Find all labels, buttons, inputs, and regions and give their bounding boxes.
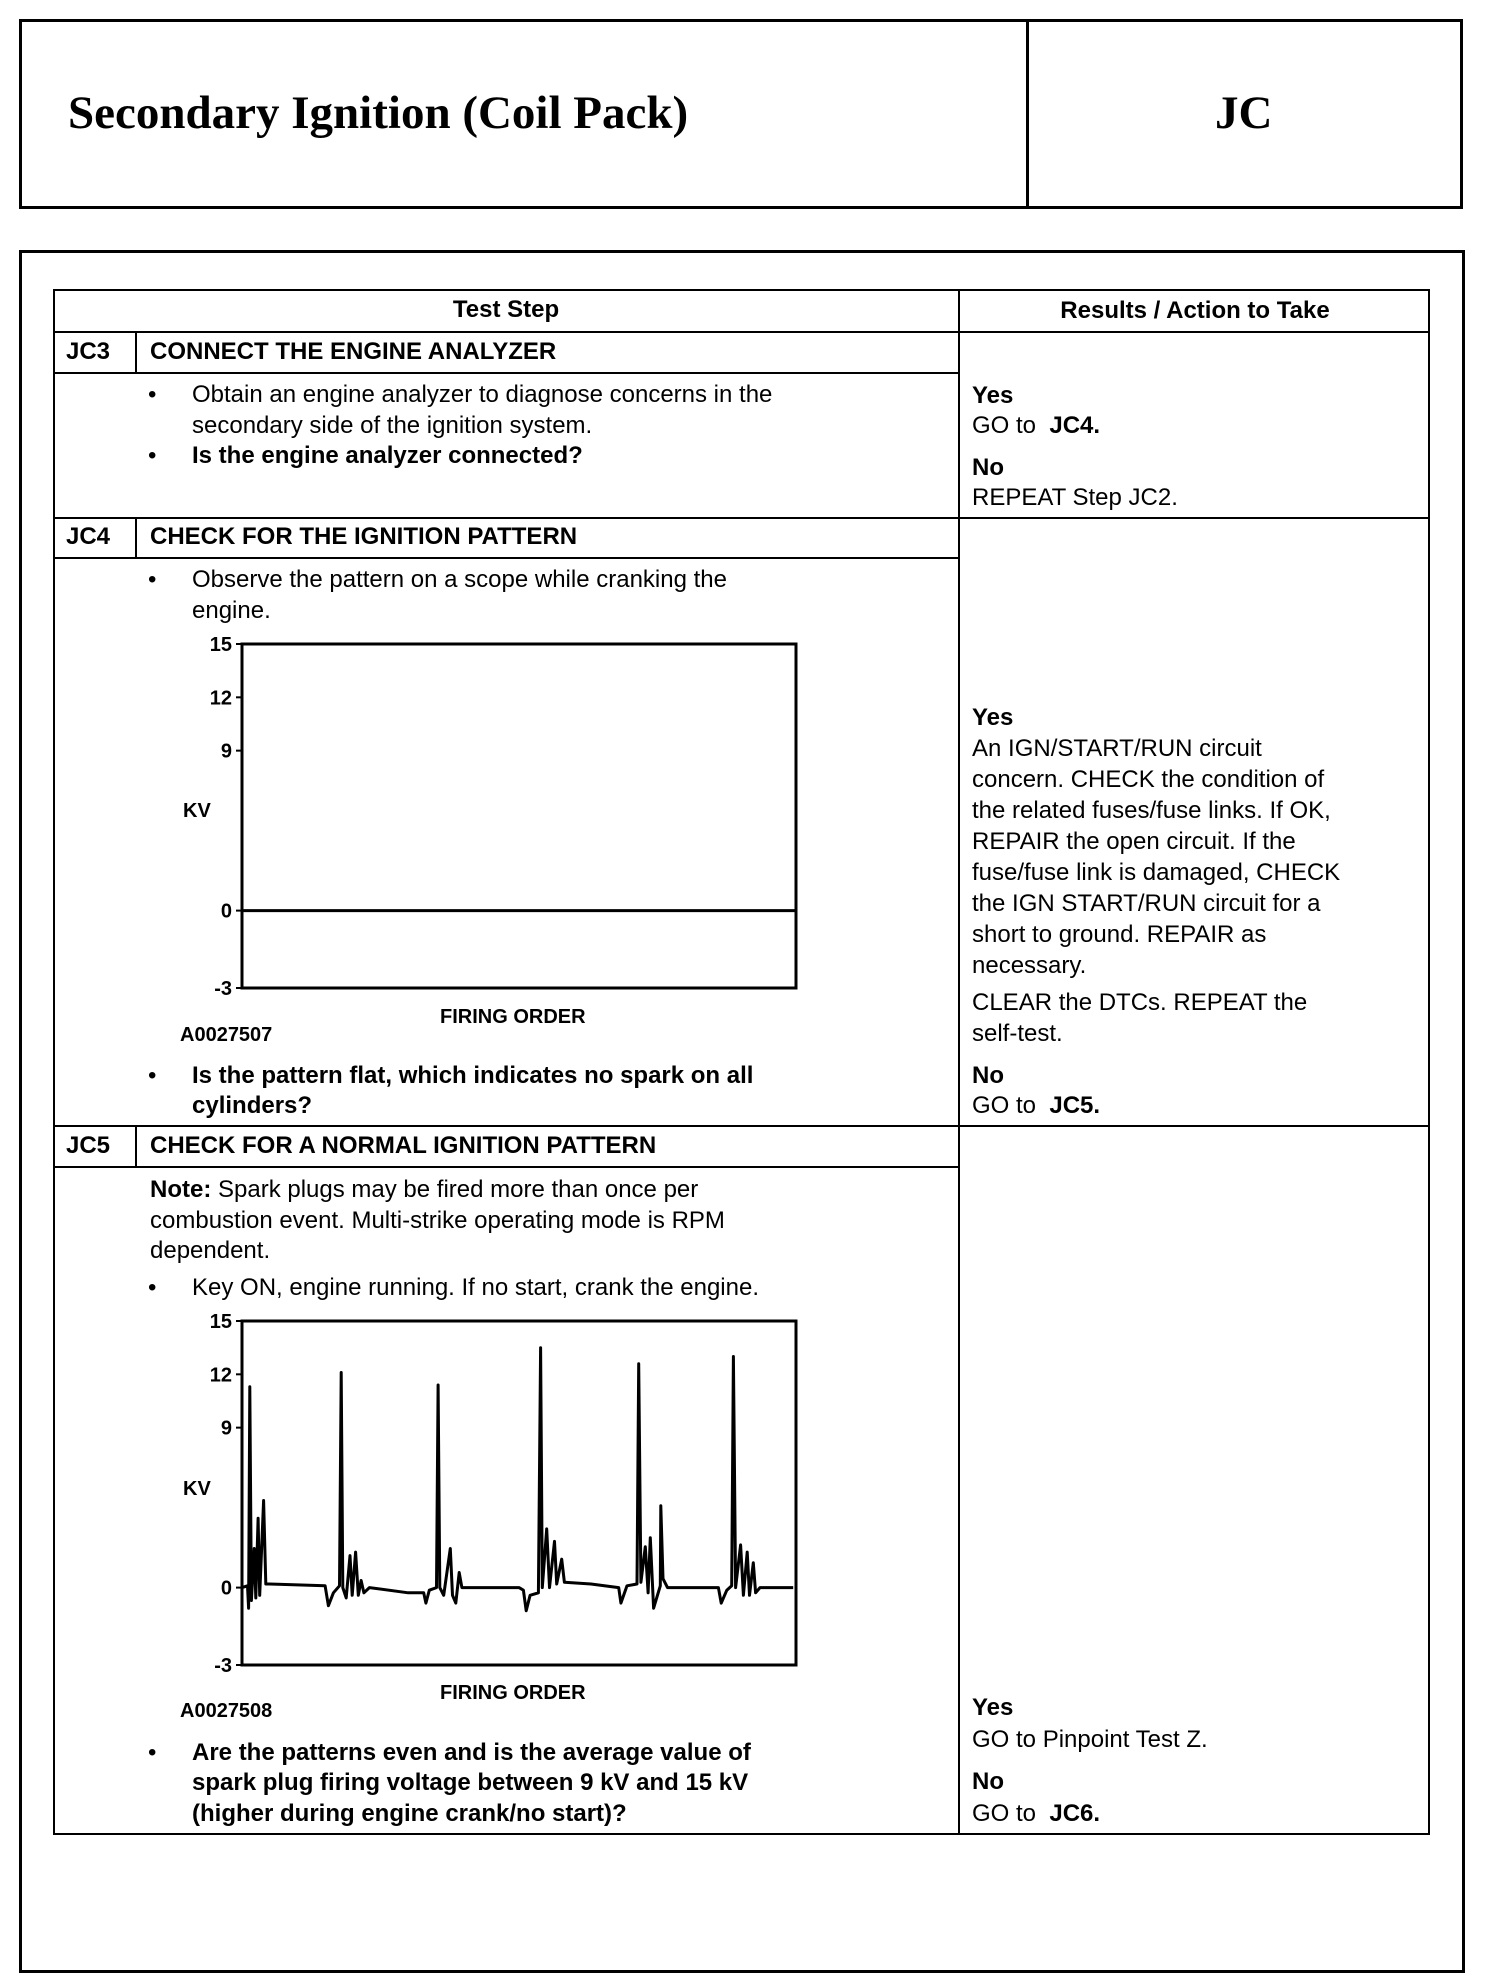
ignition-pattern-chart-flat bbox=[150, 630, 810, 1000]
result-line: the IGN START/RUN circuit for a bbox=[972, 890, 1321, 917]
result-line: An IGN/START/RUN circuit bbox=[972, 735, 1262, 762]
row-divider bbox=[53, 1166, 959, 1168]
result-yes-label: Yes bbox=[972, 1694, 1014, 1721]
y-tick-label: 0 bbox=[220, 900, 232, 923]
ignition-pattern-chart-normal bbox=[150, 1307, 810, 1677]
step-id: JC3 bbox=[66, 338, 111, 365]
y-tick-label: 12 bbox=[209, 1364, 232, 1387]
step-question: Are the patterns even and is the average value of bbox=[192, 1739, 751, 1766]
result-yes-action bbox=[972, 410, 1100, 441]
action-text: GO to bbox=[972, 1092, 1037, 1119]
step-instruction: secondary side of the ignition system. bbox=[192, 412, 593, 439]
step-id: JC5 bbox=[66, 1132, 111, 1159]
y-tick-label: 9 bbox=[220, 740, 232, 763]
step-link[interactable]: JC4. bbox=[1049, 412, 1101, 439]
result-yes-text bbox=[972, 733, 1340, 1049]
step-link[interactable]: JC6. bbox=[1049, 1800, 1101, 1827]
column-divider bbox=[958, 289, 960, 1835]
result-line: short to ground. REPAIR as bbox=[972, 921, 1267, 948]
result-line: the related fuses/fuse links. If OK, bbox=[972, 797, 1331, 824]
result-line: necessary. bbox=[972, 952, 1087, 979]
step-instruction: engine. bbox=[192, 597, 271, 624]
result-yes-label: Yes bbox=[972, 382, 1014, 409]
step-id-divider bbox=[135, 1125, 137, 1166]
note-text: Spark plugs may be fired more than once per bbox=[211, 1176, 699, 1203]
row-divider bbox=[53, 331, 1430, 333]
row-divider bbox=[53, 557, 959, 559]
step-title: CONNECT THE ENGINE ANALYZER bbox=[150, 338, 557, 365]
y-tick-label: 15 bbox=[209, 634, 232, 656]
column-header-results: Results / Action to Take bbox=[1060, 297, 1330, 324]
step-note bbox=[150, 1174, 698, 1205]
bullet-icon: • bbox=[148, 442, 157, 469]
page-title: Secondary Ignition (Coil Pack) bbox=[68, 87, 689, 139]
step-instruction: Observe the pattern on a scope while cranking the bbox=[192, 566, 727, 593]
action-text: GO to bbox=[972, 1800, 1037, 1827]
bullet-icon: • bbox=[148, 1062, 157, 1089]
y-tick-label: 0 bbox=[220, 1577, 232, 1600]
y-tick-label: -3 bbox=[214, 1655, 232, 1677]
bullet-icon: • bbox=[148, 566, 157, 593]
result-no-label: No bbox=[972, 1768, 1004, 1795]
step-question: Is the engine analyzer connected? bbox=[192, 442, 583, 469]
note-label: Note: bbox=[150, 1176, 212, 1203]
y-tick-label: -3 bbox=[214, 978, 232, 1000]
y-tick-label: 15 bbox=[209, 1311, 232, 1333]
section-code: JC bbox=[1215, 87, 1273, 139]
result-no-label: No bbox=[972, 1062, 1004, 1089]
figure-id: A0027507 bbox=[180, 1024, 273, 1046]
row-divider bbox=[53, 517, 1430, 519]
result-line: self-test. bbox=[972, 1020, 1063, 1047]
step-question: spark plug firing voltage between 9 kV and 15 kV bbox=[192, 1769, 749, 1796]
bullet-icon: • bbox=[148, 381, 157, 408]
result-no-action: REPEAT Step JC2. bbox=[972, 484, 1178, 511]
step-question: Is the pattern flat, which indicates no spark on all bbox=[192, 1062, 754, 1089]
result-no-action bbox=[972, 1798, 1100, 1829]
bullet-icon: • bbox=[148, 1739, 157, 1766]
step-note: dependent. bbox=[150, 1237, 271, 1264]
title-divider bbox=[1026, 19, 1029, 209]
plot-frame bbox=[242, 1321, 796, 1665]
x-axis-label: FIRING ORDER bbox=[440, 1682, 586, 1704]
figure-id: A0027508 bbox=[180, 1700, 273, 1722]
result-line: REPAIR the open circuit. If the bbox=[972, 828, 1296, 855]
result-line: concern. CHECK the condition of bbox=[972, 766, 1325, 793]
step-instruction: Obtain an engine analyzer to diagnose concerns in the bbox=[192, 381, 773, 408]
plot-frame bbox=[242, 644, 796, 988]
step-title: CHECK FOR THE IGNITION PATTERN bbox=[150, 523, 578, 550]
y-axis-label: KV bbox=[183, 1478, 211, 1500]
row-divider bbox=[53, 372, 959, 374]
step-question: (higher during engine crank/no start)? bbox=[192, 1800, 627, 1827]
result-line: fuse/fuse link is damaged, CHECK bbox=[972, 859, 1341, 886]
bullet-icon: • bbox=[148, 1274, 157, 1301]
result-line: CLEAR the DTCs. REPEAT the bbox=[972, 989, 1308, 1016]
step-id-divider bbox=[135, 517, 137, 557]
result-no-action bbox=[972, 1090, 1100, 1121]
x-axis-label: FIRING ORDER bbox=[440, 1006, 586, 1028]
step-title: CHECK FOR A NORMAL IGNITION PATTERN bbox=[150, 1132, 657, 1159]
step-instruction: Key ON, engine running. If no start, crank the engine. bbox=[192, 1274, 759, 1301]
y-axis-label: KV bbox=[183, 800, 211, 822]
y-tick-label: 12 bbox=[209, 687, 232, 710]
step-link[interactable]: JC5. bbox=[1049, 1092, 1101, 1119]
result-yes-action: GO to Pinpoint Test Z. bbox=[972, 1726, 1208, 1753]
step-id-divider bbox=[135, 331, 137, 372]
step-question: cylinders? bbox=[192, 1092, 313, 1119]
column-header-test-step: Test Step bbox=[452, 296, 560, 323]
y-tick-label: 9 bbox=[220, 1417, 232, 1440]
action-text: GO to bbox=[972, 412, 1037, 439]
row-divider bbox=[53, 1125, 1430, 1127]
voltage-trace bbox=[242, 1348, 793, 1611]
result-yes-label: Yes bbox=[972, 704, 1014, 731]
result-no-label: No bbox=[972, 454, 1004, 481]
step-note: combustion event. Multi-strike operating mode is RPM bbox=[150, 1207, 725, 1234]
step-id: JC4 bbox=[66, 523, 111, 550]
